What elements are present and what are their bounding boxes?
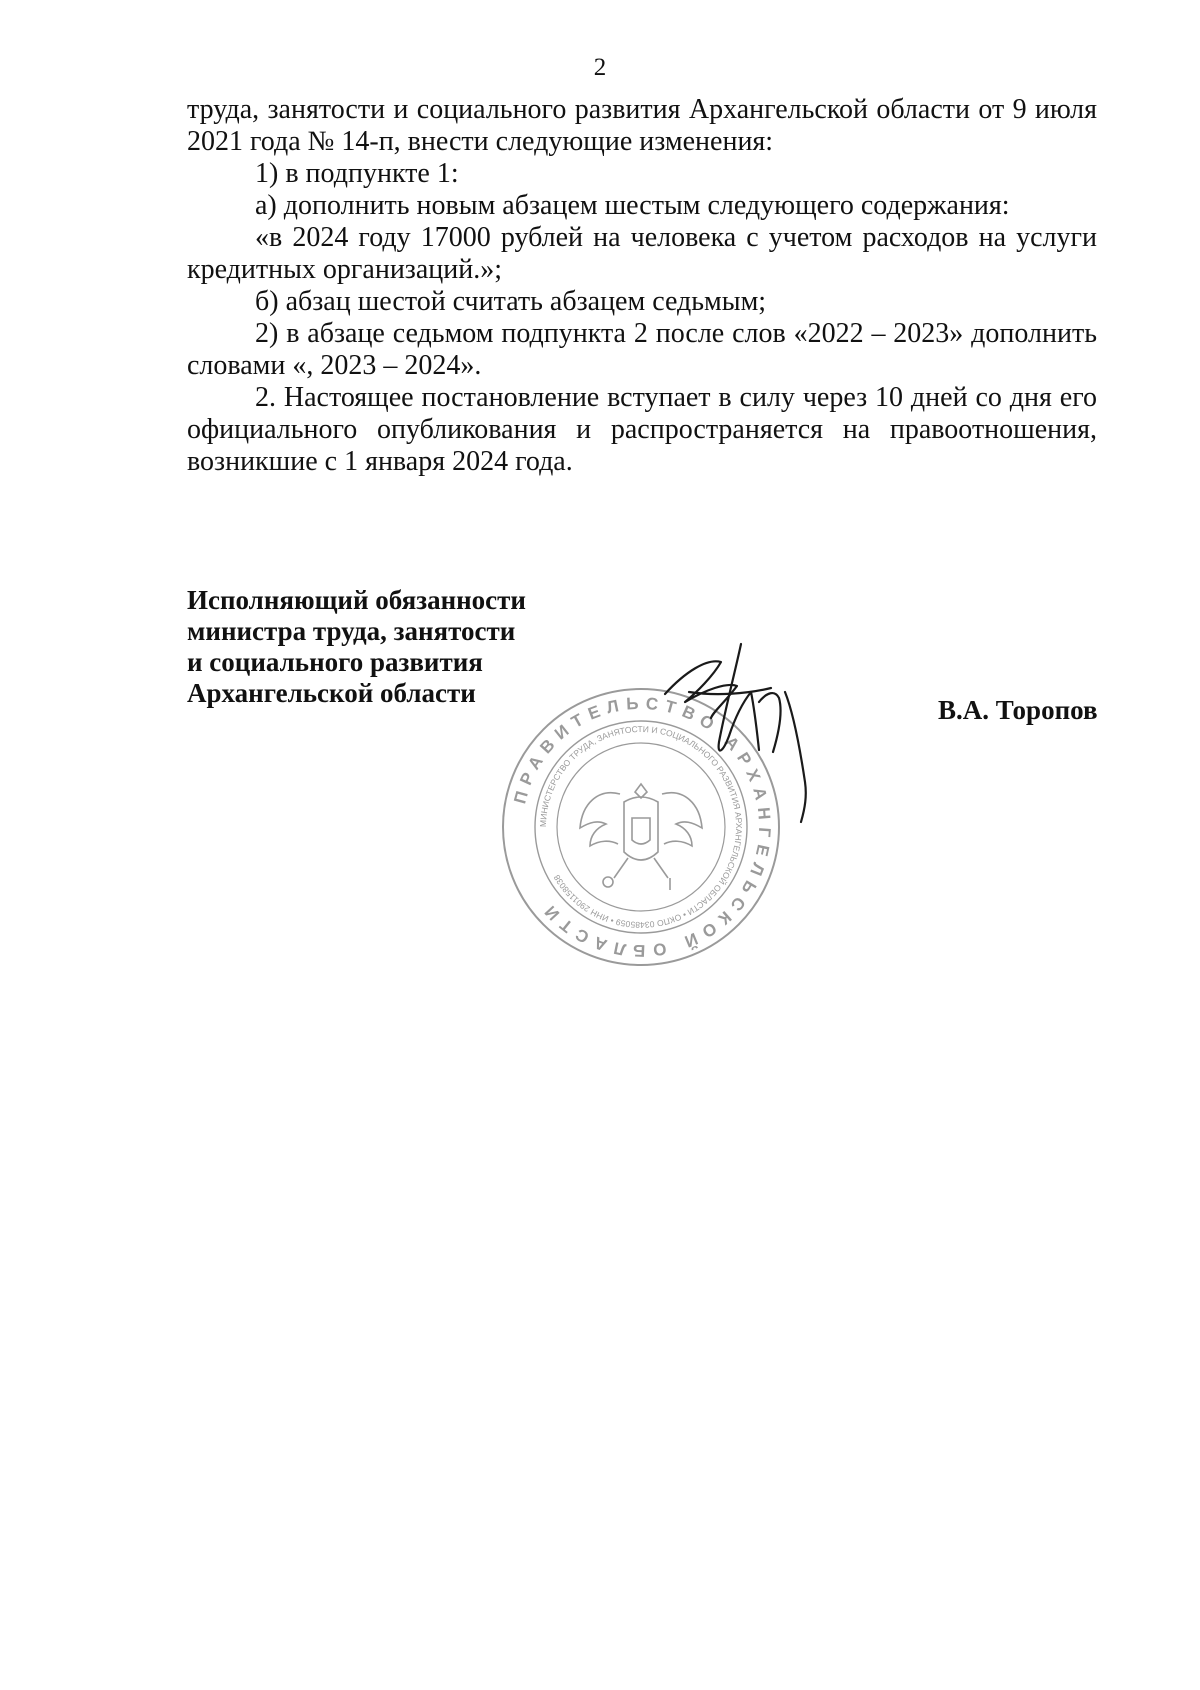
- signatory-position-line-4: Архангельской области: [187, 678, 476, 708]
- stamp-outer-text: ПРАВИТЕЛЬСТВО АРХАНГЕЛЬСКОЙ ОБЛАСТИ: [510, 693, 775, 961]
- stamp-inner-text: МИНИСТЕРСТВО ТРУДА, ЗАНЯТОСТИ И СОЦИАЛЬНОГО РАЗВИТИЯ АРХАНГЕЛЬСКОЙ ОБЛАСТИ • ОКПО 03485059 • ИНН 2901158038: [537, 723, 745, 931]
- document-body: [187, 94, 1097, 478]
- signatory-name: В.А. Торопов: [938, 695, 1098, 725]
- paragraph-4: «в 2024 году 17000 рублей на человека с учетом расходов на услуги кредитных организаций.»;: [187, 222, 1097, 285]
- page-number: 2: [593, 54, 607, 81]
- paragraph-5: б) абзац шестой считать абзацем седьмым;: [255, 286, 767, 317]
- signatory-position-line-1: Исполняющий обязанности: [187, 585, 526, 615]
- paragraph-1: труда, занятости и социального развития Архангельской области от 9 июля 2021 года № 14-п, внести следующие изменения:: [187, 94, 1097, 157]
- signatory-position-line-3: и социального развития: [187, 647, 483, 677]
- paragraph-3: а) дополнить новым абзацем шестым следующего содержания:: [255, 190, 1010, 221]
- signatory-position-line-2: министра труда, занятости: [187, 616, 516, 646]
- paragraph-7: 2. Настоящее постановление вступает в силу через 10 дней со дня его официального опубликования и распространяется на правоотношения, возникшие с 1 января 2024 года.: [187, 382, 1097, 477]
- paragraph-6: 2) в абзаце седьмом подпункта 2 после слов «2022 – 2023» дополнить словами «, 2023 – 2024».: [187, 318, 1097, 381]
- handwritten-signature: [655, 632, 825, 832]
- paragraph-2: 1) в подпункте 1:: [255, 158, 459, 189]
